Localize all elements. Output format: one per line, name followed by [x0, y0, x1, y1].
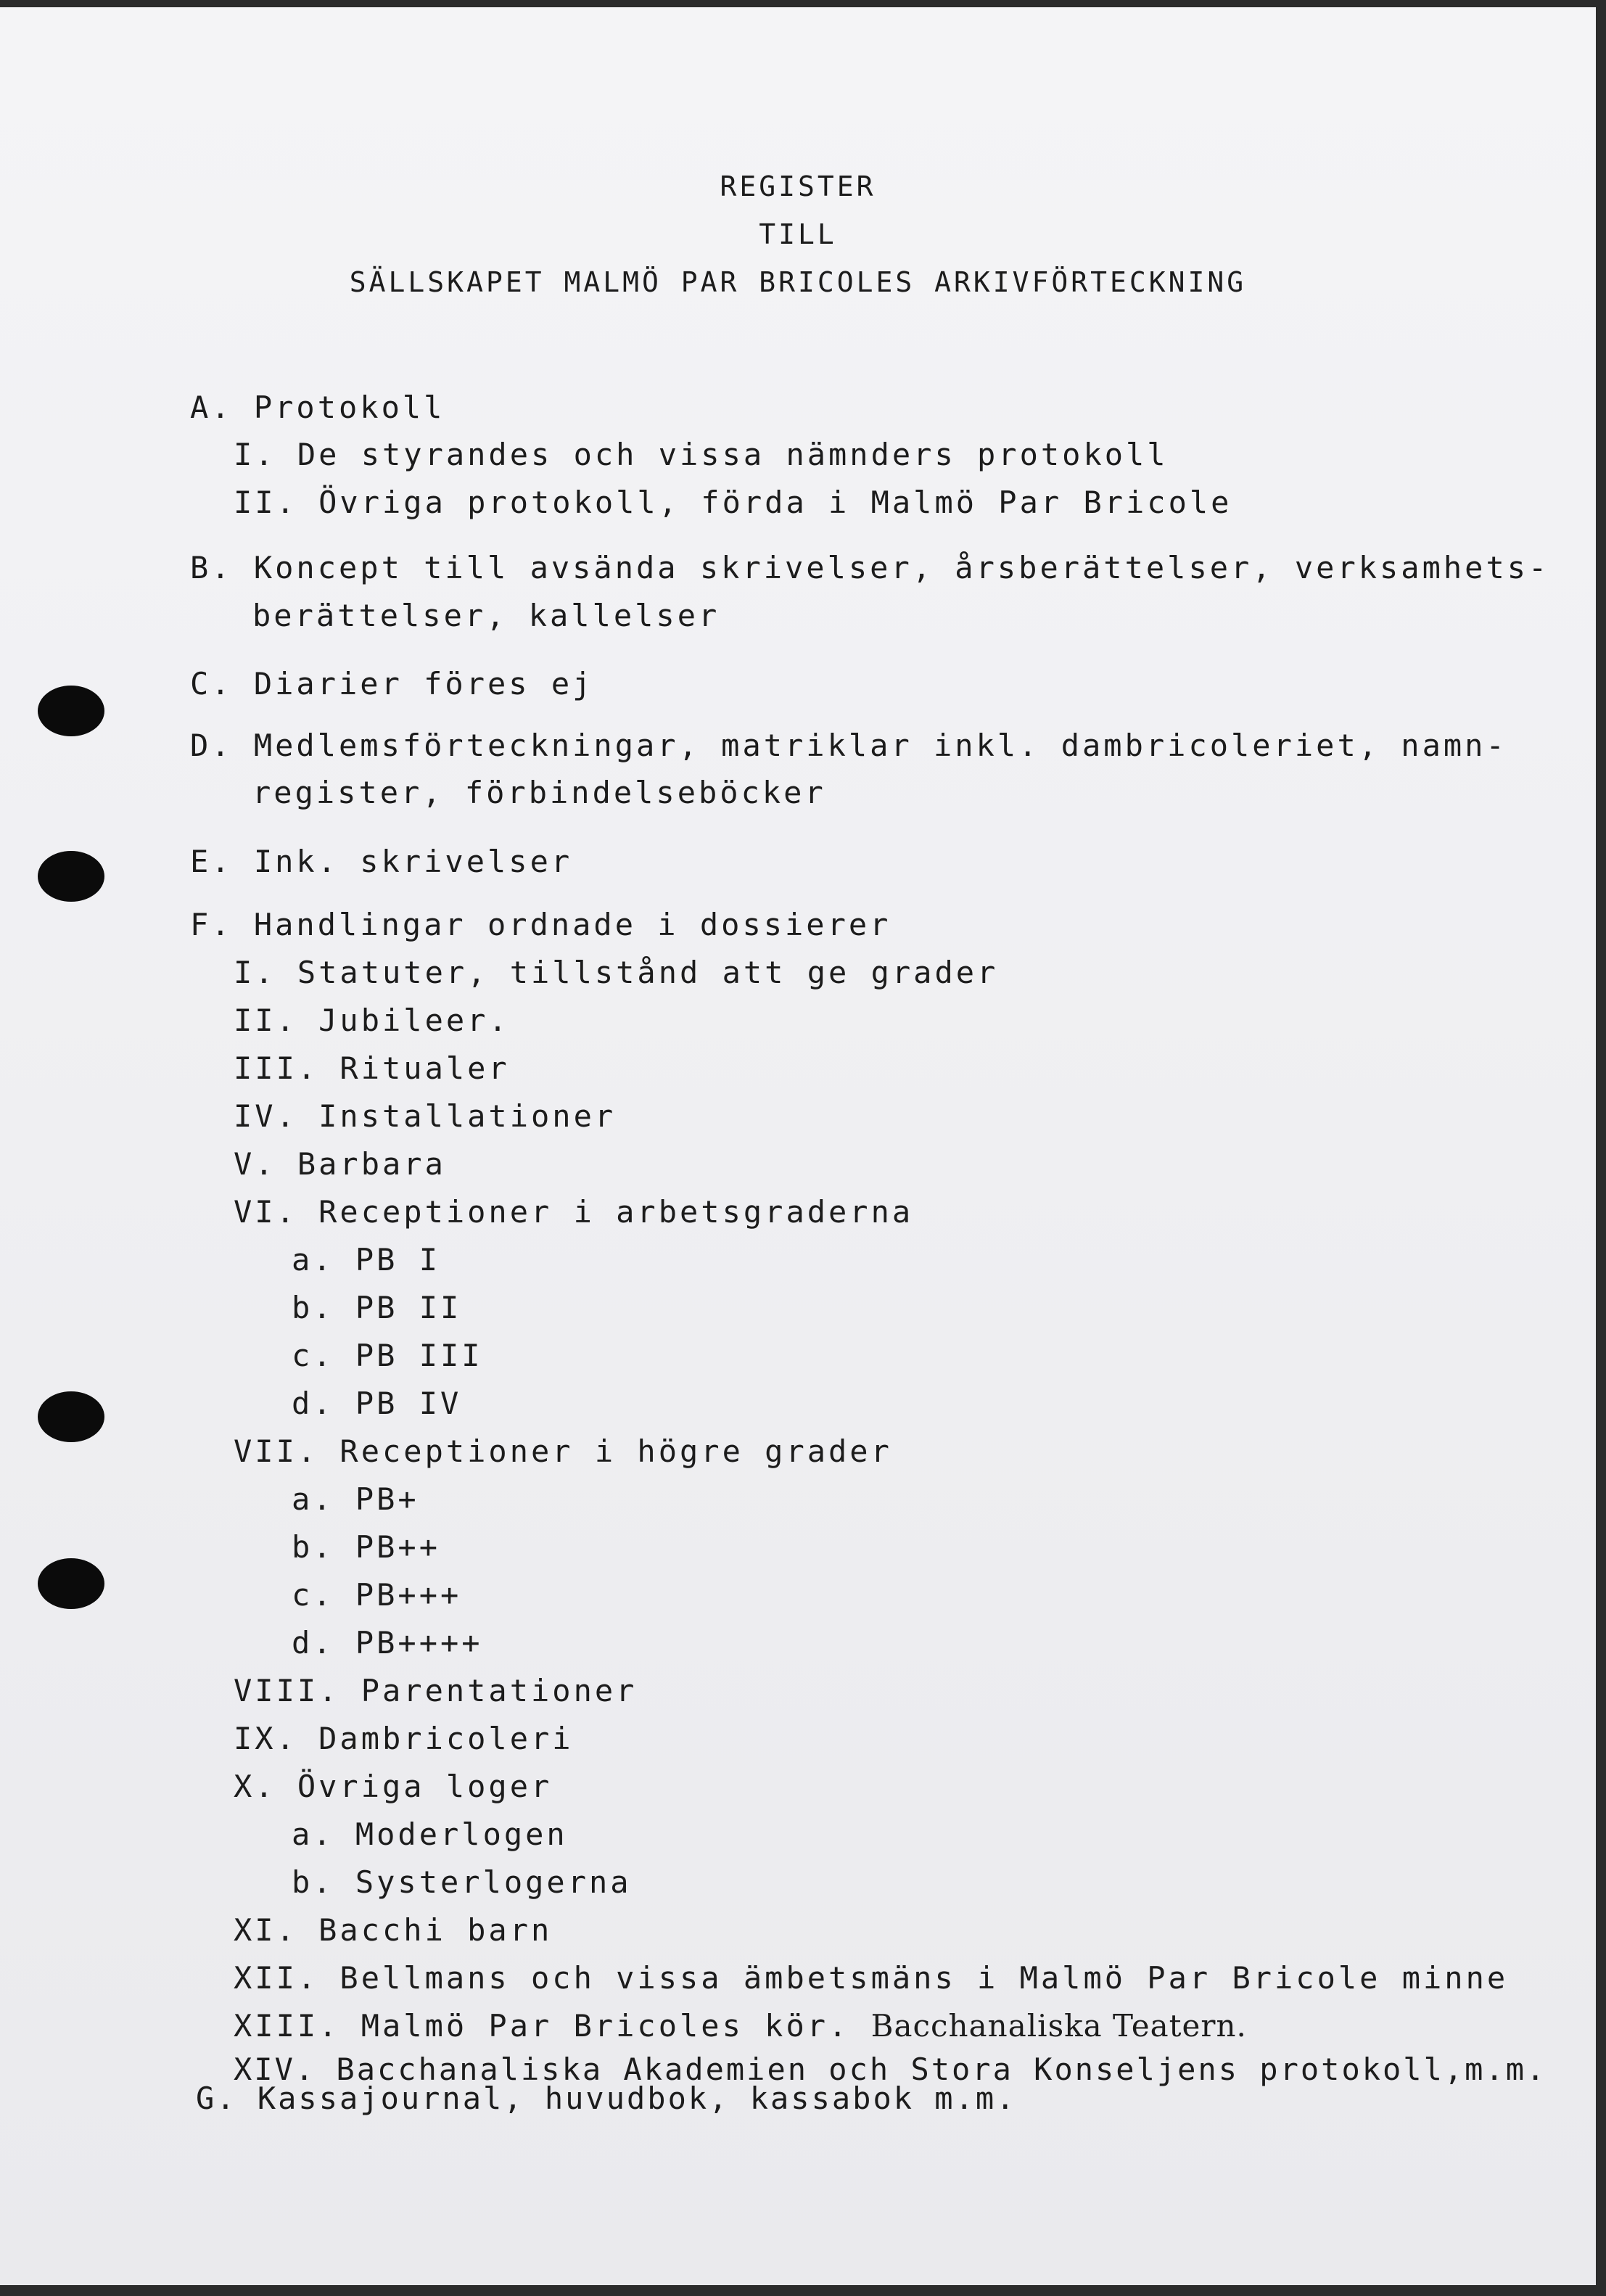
entry-f-vii-d: d. PB++++ [292, 1625, 483, 1661]
entry-b-continued: berättelser, kallelser [252, 598, 720, 633]
entry-f-xiii-typed: XIII. Malmö Par Bricoles kör. [234, 2008, 850, 2044]
header-title: SÄLLSKAPET MALMÖ PAR BRICOLES ARKIVFÖRTECKNING [349, 266, 1247, 298]
entry-f-xii: XII. Bellmans och vissa ämbetsmäns i Malmö Par Bricole minne [234, 1960, 1509, 1996]
entry-f-vi-a: a. PB I [292, 1242, 441, 1277]
entry-d-continued: register, förbindelseböcker [252, 775, 826, 810]
entry-f-vii-b: b. PB++ [292, 1529, 441, 1565]
entry-f-vii: VII. Receptioner i högre grader [234, 1433, 892, 1469]
document-page [0, 7, 1596, 2285]
header-till: TILL [759, 218, 837, 250]
punch-hole [38, 851, 104, 902]
entry-f-vii-c: c. PB+++ [292, 1577, 462, 1613]
entry-f: F. Handlingar ordnade i dossierer [190, 907, 891, 942]
entry-f-x-b: b. Systerlogerna [292, 1864, 632, 1900]
entry-f-vi-d: d. PB IV [292, 1386, 462, 1421]
entry-f-ii: II. Jubileer. [234, 1003, 510, 1038]
entry-f-vi-b: b. PB II [292, 1290, 462, 1325]
punch-hole [38, 686, 104, 736]
punch-hole [38, 1558, 104, 1609]
entry-f-xiii [234, 2008, 1247, 2044]
entry-f-iii: III. Ritualer [234, 1050, 510, 1086]
entry-a-i: I. De styrandes och vissa nämnders protokoll [234, 437, 1169, 472]
entry-f-iv: IV. Installationer [234, 1098, 617, 1134]
entry-a: A. Protokoll [190, 390, 445, 425]
entry-b: B. Koncept till avsända skrivelser, årsberättelser, verksamhets- [190, 550, 1550, 585]
entry-e: E. Ink. skrivelser [190, 844, 573, 879]
entry-g: G. Kassajournal, huvudbok, kassabok m.m. [196, 2081, 1017, 2116]
entry-d: D. Medlemsförteckningar, matriklar inkl. dambricoleriet, namn- [190, 728, 1507, 763]
entry-f-vii-a: a. PB+ [292, 1481, 419, 1517]
entry-f-viii: VIII. Parentationer [234, 1673, 638, 1708]
entry-f-vi: VI. Receptioner i arbetsgraderna [234, 1194, 914, 1230]
entry-f-vi-c: c. PB III [292, 1338, 483, 1373]
entry-f-xi: XI. Bacchi barn [234, 1912, 553, 1948]
entry-f-ix: IX. Dambricoleri [234, 1721, 574, 1756]
entry-f-x-a: a. Moderlogen [292, 1816, 568, 1852]
entry-f-i: I. Statuter, tillstånd att ge grader [234, 955, 999, 990]
entry-f-xiii-handwritten-note: Bacchanaliska Teatern. [870, 2008, 1247, 2044]
entry-f-x: X. Övriga loger [234, 1769, 553, 1804]
entry-a-ii: II. Övriga protokoll, förda i Malmö Par Bricole [234, 485, 1232, 520]
punch-hole [38, 1391, 104, 1442]
entry-f-v: V. Barbara [234, 1146, 446, 1182]
entry-c: C. Diarier föres ej [190, 666, 594, 701]
entry-f-xiv: XIV. Bacchanaliska Akademien och Stora Konseljens protokoll,m.m. [234, 2052, 1547, 2087]
header-register: REGISTER [720, 170, 876, 202]
